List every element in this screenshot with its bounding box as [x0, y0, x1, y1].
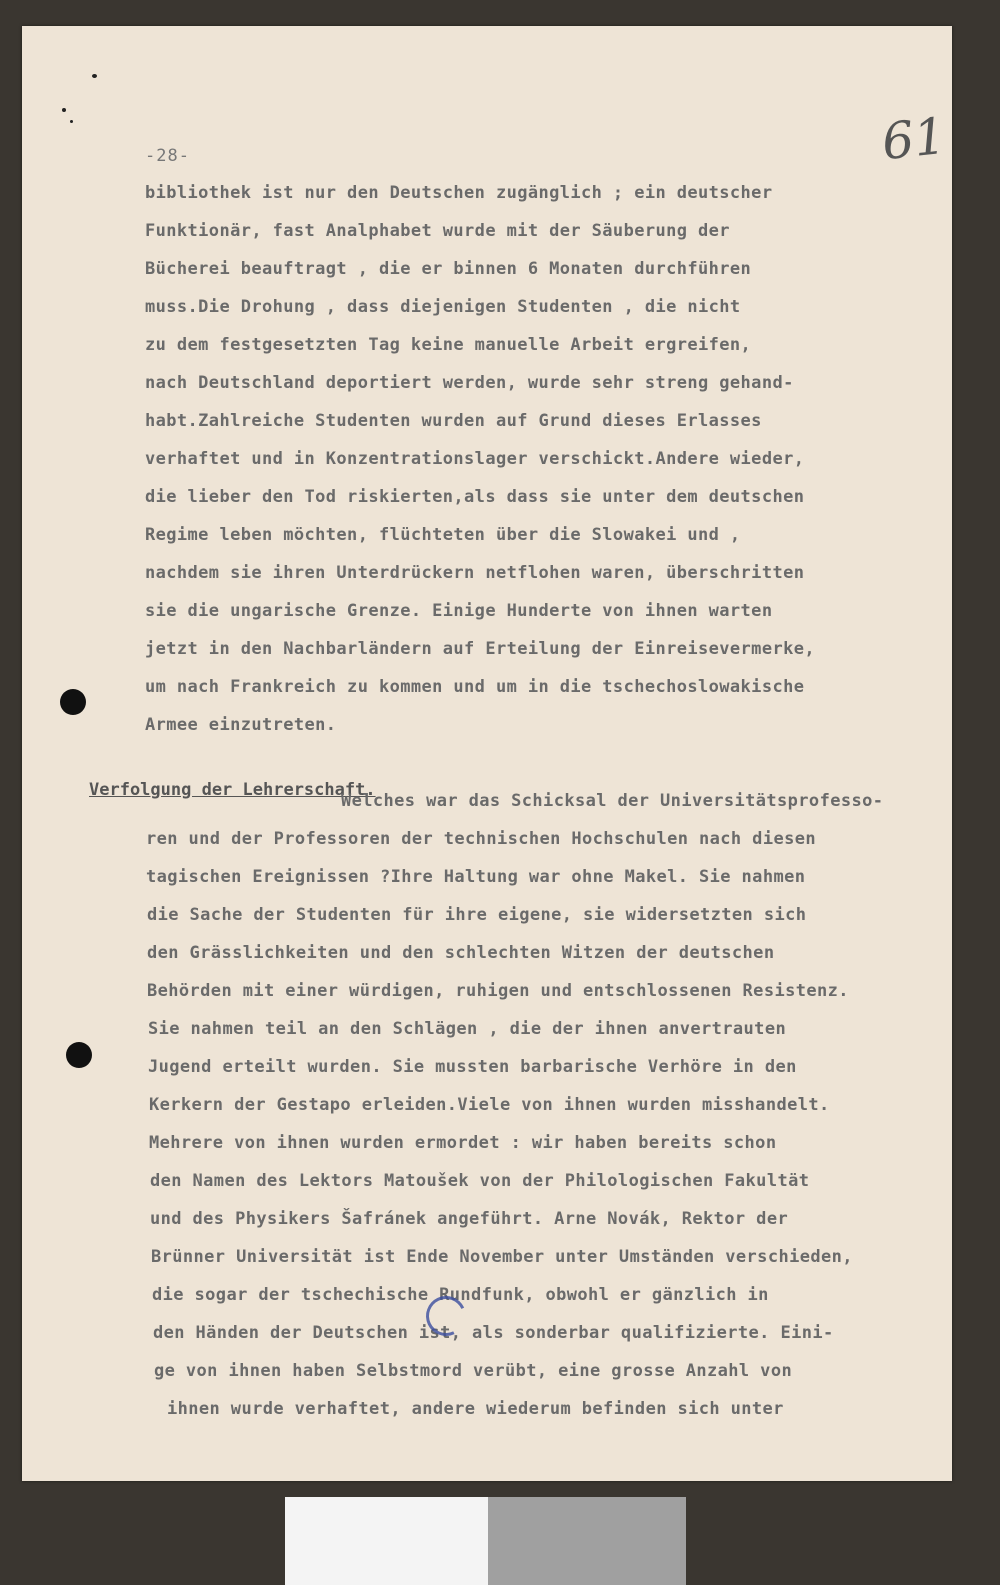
- text-line: die sogar der tschechische Rundfunk, obwohl er gänzlich in: [152, 1285, 769, 1305]
- text-line: verhaftet und in Konzentrationslager verschickt.Andere wieder,: [145, 449, 805, 469]
- text-line: Funktionär, fast Analphabet wurde mit der Säuberung der: [145, 221, 730, 241]
- text-line: die lieber den Tod riskierten,als dass sie unter dem deutschen: [145, 487, 805, 507]
- text-line: Behörden mit einer würdigen, ruhigen und entschlossenen Resistenz.: [147, 981, 849, 1001]
- text-line: tagischen Ereignissen ?Ihre Haltung war ohne Makel. Sie nahmen: [146, 867, 806, 887]
- text-line: den Grässlichkeiten und den schlechten Witzen der deutschen: [147, 943, 775, 963]
- text-line: nachdem sie ihren Unterdrückern netflohen waren, überschritten: [145, 563, 805, 583]
- text-line: Armee einzutreten.: [145, 715, 337, 735]
- section-heading: Verfolgung der Lehrerschaft.: [89, 780, 376, 800]
- text-line: muss.Die Drohung , dass diejenigen Studenten , die nicht: [145, 297, 741, 317]
- text-line: Brünner Universität ist Ende November unter Umständen verschieden,: [151, 1247, 853, 1267]
- text-line: bibliothek ist nur den Deutschen zugänglich ; ein deutscher: [145, 183, 773, 203]
- text-line: und des Physikers Šafránek angeführt. Arne Novák, Rektor der: [150, 1209, 789, 1229]
- text-line: nach Deutschland deportiert werden, wurde sehr streng gehand-: [145, 373, 794, 393]
- punch-hole-bottom: [66, 1042, 92, 1068]
- text-line: Kerkern der Gestapo erleiden.Viele von ihnen wurden misshandelt.: [149, 1095, 830, 1115]
- paper-speck: [70, 120, 73, 123]
- text-line: die Sache der Studenten für ihre eigene, sie widersetzten sich: [147, 905, 807, 925]
- paper-speck: [62, 108, 66, 112]
- punch-hole-top: [60, 689, 86, 715]
- text-line: den Händen der Deutschen ist, als sonderbar qualifizierte. Eini-: [153, 1323, 834, 1343]
- page-marker: -28-: [145, 146, 190, 166]
- text-line: ren und der Professoren der technischen Hochschulen nach diesen: [146, 829, 816, 849]
- scan-calibration-white: [285, 1497, 488, 1585]
- paper-speck: [92, 74, 97, 78]
- text-line: jetzt in den Nachbarländern auf Erteilung der Einreisevermerke,: [145, 639, 815, 659]
- text-line: den Namen des Lektors Matoušek von der Philologischen Fakultät: [150, 1171, 810, 1191]
- text-line: zu dem festgesetzten Tag keine manuelle Arbeit ergreifen,: [145, 335, 752, 355]
- text-line: um nach Frankreich zu kommen und um in die tschechoslowakische: [145, 677, 805, 697]
- text-line: Sie nahmen teil an den Schlägen , die der ihnen anvertrauten: [148, 1019, 787, 1039]
- text-line: Mehrere von ihnen wurden ermordet : wir haben bereits schon: [149, 1133, 777, 1153]
- document-page: [22, 26, 952, 1481]
- text-line: ihnen wurde verhaftet, andere wiederum befinden sich unter: [167, 1399, 784, 1419]
- text-line: Regime leben möchten, flüchteten über die Slowakei und ,: [145, 525, 741, 545]
- text-line: Jugend erteilt wurden. Sie mussten barbarische Verhöre in den: [148, 1057, 797, 1077]
- text-line: habt.Zahlreiche Studenten wurden auf Grund dieses Erlasses: [145, 411, 762, 431]
- text-line: Welches war das Schicksal der Universitätsprofesso-: [341, 791, 884, 811]
- text-line: Bücherei beauftragt , die er binnen 6 Monaten durchführen: [145, 259, 752, 279]
- folio-number: 61: [879, 106, 949, 172]
- text-line: ge von ihnen haben Selbstmord verübt, eine grosse Anzahl von: [154, 1361, 793, 1381]
- text-line: sie die ungarische Grenze. Einige Hunderte von ihnen warten: [145, 601, 773, 621]
- scan-calibration-gray: [488, 1497, 686, 1585]
